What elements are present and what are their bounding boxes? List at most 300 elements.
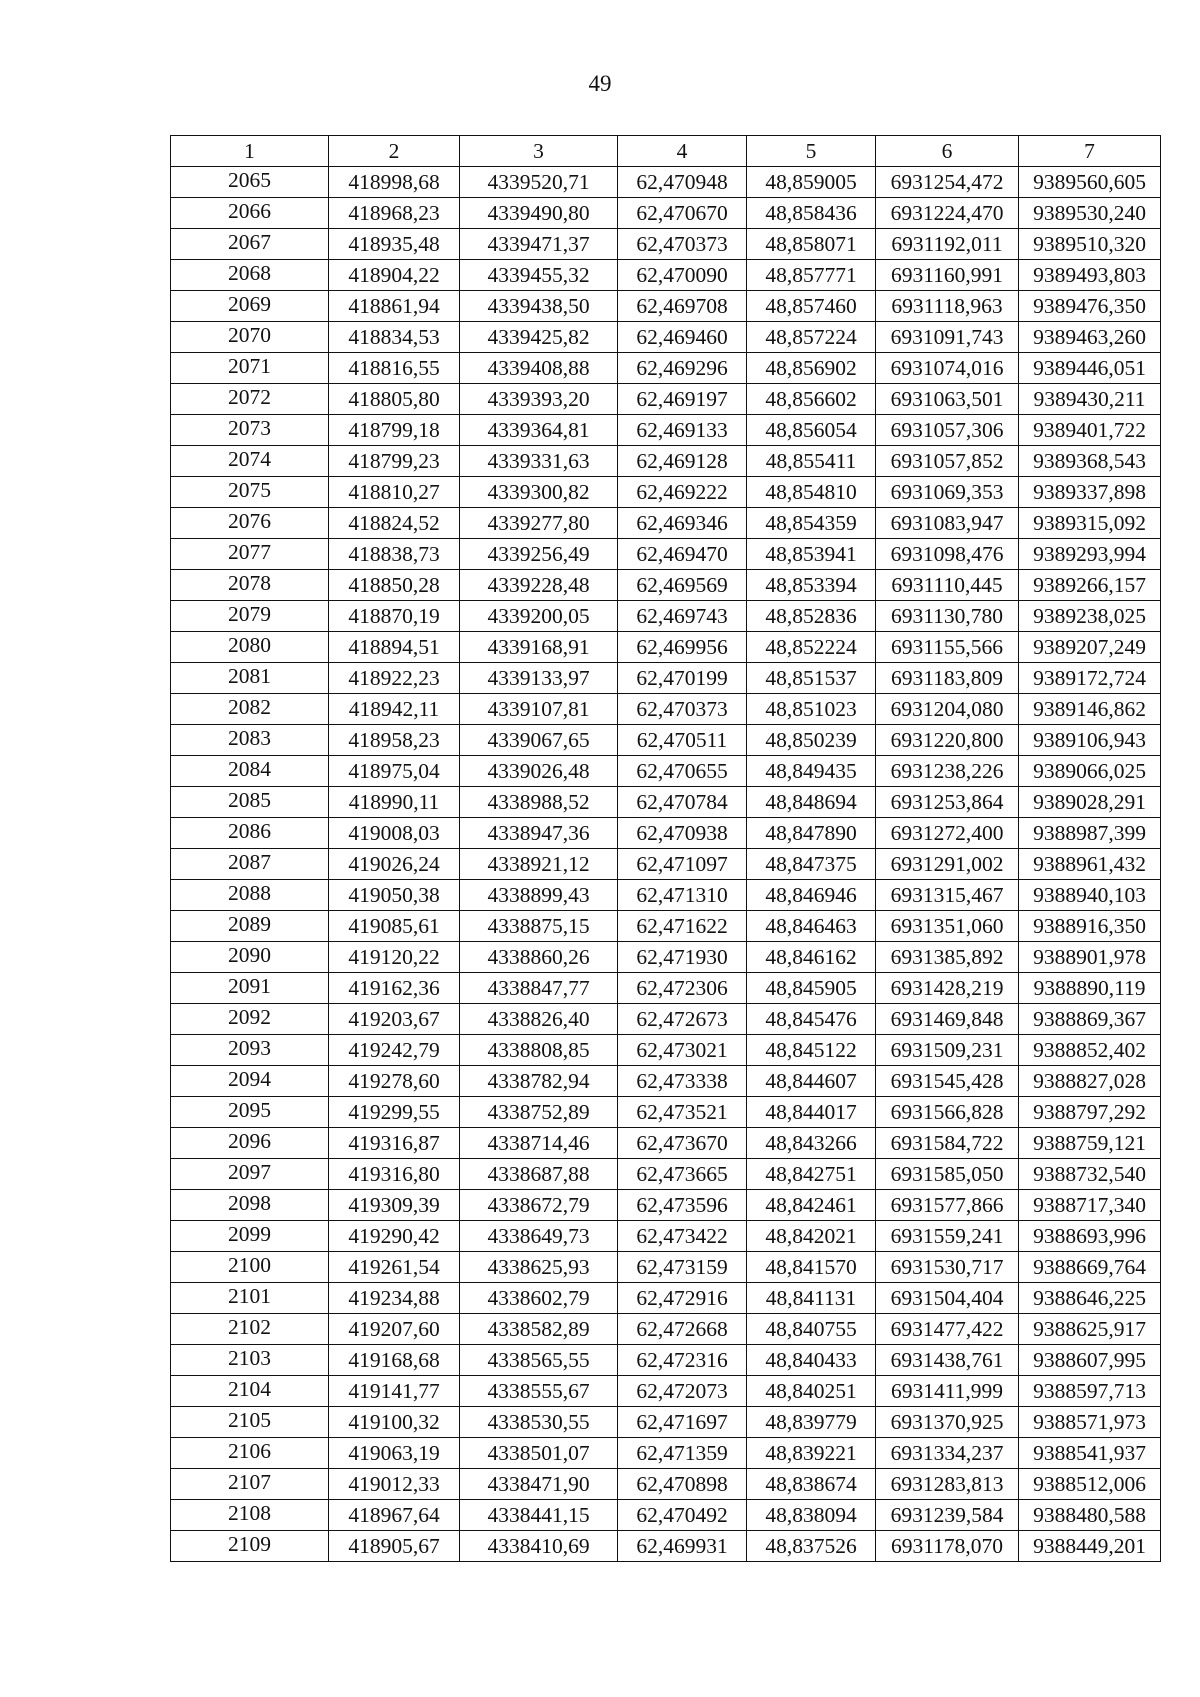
table-cell-col-7: 9388512,006	[1019, 1469, 1161, 1500]
table-cell-col-5: 48,837526	[747, 1531, 876, 1562]
table-cell-col-1: 2071	[171, 353, 329, 384]
table-row	[171, 167, 1161, 198]
table-cell-col-4: 62,469460	[618, 322, 747, 353]
table-cell-col-7: 9389028,291	[1019, 787, 1161, 818]
table-row	[171, 632, 1161, 663]
table-cell-col-6: 6931204,080	[876, 694, 1019, 725]
table-cell-col-4: 62,470948	[618, 167, 747, 198]
table-cell-col-1: 2078	[171, 570, 329, 601]
table-row	[171, 694, 1161, 725]
table-cell-col-5: 48,857771	[747, 260, 876, 291]
table-cell-col-7: 9389266,157	[1019, 570, 1161, 601]
table-cell-col-1: 2096	[171, 1128, 329, 1159]
table-cell-col-6: 6931584,722	[876, 1128, 1019, 1159]
table-cell-col-6: 6931566,828	[876, 1097, 1019, 1128]
table-cell-col-5: 48,855411	[747, 446, 876, 477]
table-cell-col-4: 62,471359	[618, 1438, 747, 1469]
table-cell-col-1: 2103	[171, 1345, 329, 1376]
table-cell-col-3: 4339168,91	[460, 632, 618, 663]
table-cell-col-7: 9388961,432	[1019, 849, 1161, 880]
table-cell-col-7: 9388669,764	[1019, 1252, 1161, 1283]
table-cell-col-3: 4338501,07	[460, 1438, 618, 1469]
table-cell-col-6: 6931220,800	[876, 725, 1019, 756]
table-cell-col-6: 6931183,809	[876, 663, 1019, 694]
table-row	[171, 446, 1161, 477]
table-cell-col-3: 4339408,88	[460, 353, 618, 384]
table-cell-col-6: 6931428,219	[876, 973, 1019, 1004]
table-cell-col-4: 62,472306	[618, 973, 747, 1004]
table-cell-col-3: 4338565,55	[460, 1345, 618, 1376]
table-cell-col-1: 2095	[171, 1097, 329, 1128]
table-cell-col-5: 48,844607	[747, 1066, 876, 1097]
table-cell-col-1: 2102	[171, 1314, 329, 1345]
table-cell-col-2: 418870,19	[329, 601, 460, 632]
table-cell-col-1: 2084	[171, 756, 329, 787]
table-cell-col-4: 62,473670	[618, 1128, 747, 1159]
table-cell-col-1: 2086	[171, 818, 329, 849]
table-cell-col-3: 4339393,20	[460, 384, 618, 415]
table-cell-col-5: 48,853941	[747, 539, 876, 570]
table-cell-col-5: 48,854810	[747, 477, 876, 508]
table-cell-col-7: 9388732,540	[1019, 1159, 1161, 1190]
table-cell-col-3: 4338672,79	[460, 1190, 618, 1221]
table-row	[171, 322, 1161, 353]
table-cell-col-5: 48,852224	[747, 632, 876, 663]
table-cell-col-1: 2066	[171, 198, 329, 229]
table-cell-col-5: 48,854359	[747, 508, 876, 539]
table-cell-col-1: 2108	[171, 1500, 329, 1531]
table-cell-col-4: 62,473521	[618, 1097, 747, 1128]
table-cell-col-2: 419008,03	[329, 818, 460, 849]
table-cell-col-6: 6931110,445	[876, 570, 1019, 601]
table-cell-col-2: 418810,27	[329, 477, 460, 508]
table-cell-col-4: 62,470090	[618, 260, 747, 291]
table-cell-col-6: 6931238,226	[876, 756, 1019, 787]
table-row	[171, 291, 1161, 322]
table-row	[171, 570, 1161, 601]
table-cell-col-6: 6931559,241	[876, 1221, 1019, 1252]
table-cell-col-6: 6931504,404	[876, 1283, 1019, 1314]
table-cell-col-4: 62,472916	[618, 1283, 747, 1314]
table-cell-col-2: 418967,64	[329, 1500, 460, 1531]
table-cell-col-3: 4338582,89	[460, 1314, 618, 1345]
table-cell-col-3: 4338847,77	[460, 973, 618, 1004]
table-cell-col-5: 48,844017	[747, 1097, 876, 1128]
table-cell-col-5: 48,859005	[747, 167, 876, 198]
table-cell-col-6: 6931224,470	[876, 198, 1019, 229]
table-cell-col-4: 62,473665	[618, 1159, 747, 1190]
table-cell-col-3: 4339471,37	[460, 229, 618, 260]
table-row	[171, 1252, 1161, 1283]
table-cell-col-6: 6931254,472	[876, 167, 1019, 198]
table-cell-col-6: 6931385,892	[876, 942, 1019, 973]
table-cell-col-4: 62,471622	[618, 911, 747, 942]
table-cell-col-7: 9388759,121	[1019, 1128, 1161, 1159]
table-cell-col-6: 6931334,237	[876, 1438, 1019, 1469]
table-cell-col-5: 48,839779	[747, 1407, 876, 1438]
table-cell-col-2: 418905,67	[329, 1531, 460, 1562]
table-row	[171, 1469, 1161, 1500]
table-cell-col-1: 2075	[171, 477, 329, 508]
table-cell-col-4: 62,469956	[618, 632, 747, 663]
table-cell-col-5: 48,853394	[747, 570, 876, 601]
table-cell-col-3: 4339277,80	[460, 508, 618, 539]
table-cell-col-6: 6931074,016	[876, 353, 1019, 384]
table-cell-col-3: 4338649,73	[460, 1221, 618, 1252]
table-row	[171, 1221, 1161, 1252]
table-cell-col-5: 48,856054	[747, 415, 876, 446]
table-cell-col-1: 2091	[171, 973, 329, 1004]
table-cell-col-1: 2087	[171, 849, 329, 880]
table-cell-col-2: 418922,23	[329, 663, 460, 694]
table-row	[171, 1314, 1161, 1345]
table-row	[171, 787, 1161, 818]
table-cell-col-7: 9389368,543	[1019, 446, 1161, 477]
table-cell-col-7: 9389401,722	[1019, 415, 1161, 446]
table-cell-col-7: 9388597,713	[1019, 1376, 1161, 1407]
table-cell-col-3: 4338782,94	[460, 1066, 618, 1097]
table-cell-col-5: 48,838094	[747, 1500, 876, 1531]
table-cell-col-5: 48,842461	[747, 1190, 876, 1221]
table-row	[171, 198, 1161, 229]
table-row	[171, 229, 1161, 260]
table-cell-col-5: 48,842021	[747, 1221, 876, 1252]
table-cell-col-5: 48,858071	[747, 229, 876, 260]
table-cell-col-6: 6931283,813	[876, 1469, 1019, 1500]
table-cell-col-1: 2073	[171, 415, 329, 446]
table-cell-col-5: 48,848694	[747, 787, 876, 818]
table-cell-col-2: 419309,39	[329, 1190, 460, 1221]
table-cell-col-2: 419012,33	[329, 1469, 460, 1500]
table-cell-col-2: 419050,38	[329, 880, 460, 911]
table-cell-col-3: 4339364,81	[460, 415, 618, 446]
table-cell-col-7: 9389315,092	[1019, 508, 1161, 539]
table-cell-col-3: 4338687,88	[460, 1159, 618, 1190]
table-row	[171, 601, 1161, 632]
table-cell-col-1: 2082	[171, 694, 329, 725]
table-cell-col-3: 4339133,97	[460, 663, 618, 694]
table-cell-col-7: 9388852,402	[1019, 1035, 1161, 1066]
table-cell-col-7: 9388987,399	[1019, 818, 1161, 849]
table-cell-col-2: 418958,23	[329, 725, 460, 756]
table-cell-col-7: 9388693,996	[1019, 1221, 1161, 1252]
table-cell-col-6: 6931098,476	[876, 539, 1019, 570]
table-cell-col-5: 48,849435	[747, 756, 876, 787]
column-header-5: 5	[747, 136, 876, 167]
table-cell-col-3: 4339026,48	[460, 756, 618, 787]
table-cell-col-3: 4339228,48	[460, 570, 618, 601]
table-cell-col-6: 6931091,743	[876, 322, 1019, 353]
table-cell-col-6: 6931351,060	[876, 911, 1019, 942]
table-cell-col-3: 4339300,82	[460, 477, 618, 508]
table-row	[171, 260, 1161, 291]
table-cell-col-6: 6931057,852	[876, 446, 1019, 477]
table-cell-col-4: 62,469222	[618, 477, 747, 508]
table-cell-col-6: 6931083,947	[876, 508, 1019, 539]
table-cell-col-4: 62,472673	[618, 1004, 747, 1035]
table-cell-col-4: 62,473159	[618, 1252, 747, 1283]
table-cell-col-6: 6931411,999	[876, 1376, 1019, 1407]
table-cell-col-7: 9388827,028	[1019, 1066, 1161, 1097]
table-cell-col-1: 2100	[171, 1252, 329, 1283]
table-cell-col-2: 419207,60	[329, 1314, 460, 1345]
table-cell-col-2: 418838,73	[329, 539, 460, 570]
table-row	[171, 477, 1161, 508]
table-cell-col-2: 418824,52	[329, 508, 460, 539]
table-cell-col-7: 9389207,249	[1019, 632, 1161, 663]
table-cell-col-2: 418834,53	[329, 322, 460, 353]
table-cell-col-5: 48,851023	[747, 694, 876, 725]
table-cell-col-7: 9388541,937	[1019, 1438, 1161, 1469]
table-cell-col-7: 9389337,898	[1019, 477, 1161, 508]
table-cell-col-5: 48,856902	[747, 353, 876, 384]
table-cell-col-6: 6931477,422	[876, 1314, 1019, 1345]
table-cell-col-5: 48,841131	[747, 1283, 876, 1314]
table-cell-col-1: 2079	[171, 601, 329, 632]
table-cell-col-2: 419316,87	[329, 1128, 460, 1159]
table-cell-col-1: 2085	[171, 787, 329, 818]
table-row	[171, 539, 1161, 570]
table-cell-col-7: 9389293,994	[1019, 539, 1161, 570]
table-cell-col-4: 62,469128	[618, 446, 747, 477]
table-cell-col-3: 4339425,82	[460, 322, 618, 353]
table-row	[171, 725, 1161, 756]
table-cell-col-2: 418998,68	[329, 167, 460, 198]
table-cell-col-3: 4338875,15	[460, 911, 618, 942]
table-cell-col-2: 419120,22	[329, 942, 460, 973]
table-cell-col-7: 9388940,103	[1019, 880, 1161, 911]
table-cell-col-3: 4338899,43	[460, 880, 618, 911]
table-row	[171, 973, 1161, 1004]
table-cell-col-4: 62,471930	[618, 942, 747, 973]
table-cell-col-1: 2067	[171, 229, 329, 260]
table-cell-col-1: 2080	[171, 632, 329, 663]
table-cell-col-6: 6931291,002	[876, 849, 1019, 880]
table-cell-col-6: 6931509,231	[876, 1035, 1019, 1066]
column-header-6: 6	[876, 136, 1019, 167]
table-cell-col-2: 419162,36	[329, 973, 460, 1004]
table-cell-col-6: 6931192,011	[876, 229, 1019, 260]
table-cell-col-3: 4338441,15	[460, 1500, 618, 1531]
table-cell-col-7: 9388449,201	[1019, 1531, 1161, 1562]
table-cell-col-3: 4339520,71	[460, 167, 618, 198]
table-cell-col-3: 4338625,93	[460, 1252, 618, 1283]
table-cell-col-3: 4338921,12	[460, 849, 618, 880]
table-cell-col-1: 2097	[171, 1159, 329, 1190]
table-row	[171, 663, 1161, 694]
table-cell-col-2: 419278,60	[329, 1066, 460, 1097]
table-cell-col-5: 48,847375	[747, 849, 876, 880]
table-cell-col-7: 9388890,119	[1019, 973, 1161, 1004]
table-cell-col-5: 48,842751	[747, 1159, 876, 1190]
table-row	[171, 1097, 1161, 1128]
table-cell-col-4: 62,473422	[618, 1221, 747, 1252]
table-row	[171, 1376, 1161, 1407]
table-cell-col-5: 48,857460	[747, 291, 876, 322]
table-row	[171, 1066, 1161, 1097]
column-header-3: 3	[460, 136, 618, 167]
table-cell-col-6: 6931239,584	[876, 1500, 1019, 1531]
table-cell-col-1: 2065	[171, 167, 329, 198]
table-cell-col-7: 9389476,350	[1019, 291, 1161, 322]
table-row	[171, 1345, 1161, 1376]
table-body	[171, 167, 1161, 1562]
table-row	[171, 1035, 1161, 1066]
table-cell-col-3: 4339490,80	[460, 198, 618, 229]
table-cell-col-3: 4339107,81	[460, 694, 618, 725]
table-cell-col-5: 48,845905	[747, 973, 876, 1004]
table-cell-col-3: 4338808,85	[460, 1035, 618, 1066]
table-cell-col-2: 419316,80	[329, 1159, 460, 1190]
table-cell-col-1: 2090	[171, 942, 329, 973]
table-cell-col-5: 48,840433	[747, 1345, 876, 1376]
table-cell-col-2: 419063,19	[329, 1438, 460, 1469]
table-cell-col-4: 62,472316	[618, 1345, 747, 1376]
table-cell-col-4: 62,471097	[618, 849, 747, 880]
table-cell-col-6: 6931118,963	[876, 291, 1019, 322]
table-cell-col-2: 419141,77	[329, 1376, 460, 1407]
coordinates-table	[170, 135, 1161, 1562]
table-cell-col-1: 2089	[171, 911, 329, 942]
table-cell-col-2: 418975,04	[329, 756, 460, 787]
table-header-row	[171, 136, 1161, 167]
table-cell-col-4: 62,472668	[618, 1314, 747, 1345]
table-cell-col-6: 6931545,428	[876, 1066, 1019, 1097]
table-cell-col-5: 48,852836	[747, 601, 876, 632]
table-cell-col-6: 6931063,501	[876, 384, 1019, 415]
table-cell-col-4: 62,470199	[618, 663, 747, 694]
table-cell-col-1: 2101	[171, 1283, 329, 1314]
table-cell-col-7: 9389172,724	[1019, 663, 1161, 694]
table-cell-col-5: 48,839221	[747, 1438, 876, 1469]
table-cell-col-4: 62,469708	[618, 291, 747, 322]
table-cell-col-4: 62,469569	[618, 570, 747, 601]
table-cell-col-5: 48,846463	[747, 911, 876, 942]
table-cell-col-1: 2105	[171, 1407, 329, 1438]
table-cell-col-2: 419203,67	[329, 1004, 460, 1035]
table-row	[171, 1531, 1161, 1562]
table-cell-col-4: 62,470373	[618, 694, 747, 725]
table-cell-col-1: 2098	[171, 1190, 329, 1221]
table-cell-col-2: 418935,48	[329, 229, 460, 260]
table-cell-col-6: 6931530,717	[876, 1252, 1019, 1283]
table-cell-col-5: 48,856602	[747, 384, 876, 415]
table-row	[171, 1500, 1161, 1531]
table-cell-col-2: 418861,94	[329, 291, 460, 322]
table-cell-col-1: 2109	[171, 1531, 329, 1562]
table-cell-col-4: 62,470373	[618, 229, 747, 260]
table-row	[171, 1190, 1161, 1221]
table-cell-col-3: 4338602,79	[460, 1283, 618, 1314]
table-row	[171, 942, 1161, 973]
table-cell-col-7: 9388869,367	[1019, 1004, 1161, 1035]
table-cell-col-1: 2083	[171, 725, 329, 756]
table-cell-col-3: 4339256,49	[460, 539, 618, 570]
table-cell-col-2: 419168,68	[329, 1345, 460, 1376]
table-cell-col-3: 4338860,26	[460, 942, 618, 973]
table-cell-col-1: 2070	[171, 322, 329, 353]
table-cell-col-4: 62,469346	[618, 508, 747, 539]
table-cell-col-3: 4339200,05	[460, 601, 618, 632]
table-cell-col-7: 9389446,051	[1019, 353, 1161, 384]
column-header-2: 2	[329, 136, 460, 167]
table-row	[171, 1407, 1161, 1438]
table-cell-col-3: 4339455,32	[460, 260, 618, 291]
table-cell-col-4: 62,470670	[618, 198, 747, 229]
table-row	[171, 849, 1161, 880]
table-cell-col-6: 6931069,353	[876, 477, 1019, 508]
table-cell-col-5: 48,847890	[747, 818, 876, 849]
table-cell-col-2: 419026,24	[329, 849, 460, 880]
table-cell-col-7: 9389238,025	[1019, 601, 1161, 632]
table-row	[171, 1438, 1161, 1469]
table-cell-col-3: 4338752,89	[460, 1097, 618, 1128]
table-cell-col-4: 62,469133	[618, 415, 747, 446]
table-cell-col-4: 62,470655	[618, 756, 747, 787]
table-cell-col-5: 48,838674	[747, 1469, 876, 1500]
table-cell-col-2: 419234,88	[329, 1283, 460, 1314]
table-cell-col-4: 62,471697	[618, 1407, 747, 1438]
table-cell-col-7: 9388646,225	[1019, 1283, 1161, 1314]
table-cell-col-7: 9389560,605	[1019, 167, 1161, 198]
table-cell-col-7: 9389430,211	[1019, 384, 1161, 415]
table-cell-col-6: 6931272,400	[876, 818, 1019, 849]
table-cell-col-3: 4339067,65	[460, 725, 618, 756]
table-cell-col-3: 4338826,40	[460, 1004, 618, 1035]
table-cell-col-1: 2074	[171, 446, 329, 477]
table-cell-col-5: 48,845122	[747, 1035, 876, 1066]
table-cell-col-2: 419261,54	[329, 1252, 460, 1283]
table-cell-col-6: 6931469,848	[876, 1004, 1019, 1035]
table-cell-col-2: 418805,80	[329, 384, 460, 415]
table-cell-col-7: 9389106,943	[1019, 725, 1161, 756]
table-row	[171, 911, 1161, 942]
table-cell-col-5: 48,846946	[747, 880, 876, 911]
table-cell-col-7: 9389463,260	[1019, 322, 1161, 353]
table-cell-col-2: 418816,55	[329, 353, 460, 384]
table-cell-col-2: 419242,79	[329, 1035, 460, 1066]
table-cell-col-2: 418942,11	[329, 694, 460, 725]
table-cell-col-6: 6931178,070	[876, 1531, 1019, 1562]
column-header-1: 1	[171, 136, 329, 167]
table-cell-col-5: 48,846162	[747, 942, 876, 973]
column-header-4: 4	[618, 136, 747, 167]
table-row	[171, 384, 1161, 415]
table-cell-col-6: 6931155,566	[876, 632, 1019, 663]
table-cell-col-3: 4338410,69	[460, 1531, 618, 1562]
table-cell-col-4: 62,470492	[618, 1500, 747, 1531]
page-number: 49	[588, 71, 612, 96]
table-cell-col-3: 4338471,90	[460, 1469, 618, 1500]
table-cell-col-6: 6931160,991	[876, 260, 1019, 291]
table-cell-col-5: 48,857224	[747, 322, 876, 353]
table-cell-col-1: 2069	[171, 291, 329, 322]
table-row	[171, 880, 1161, 911]
column-header-7: 7	[1019, 136, 1161, 167]
table-cell-col-2: 418799,23	[329, 446, 460, 477]
table-cell-col-3: 4338530,55	[460, 1407, 618, 1438]
table-cell-col-2: 418968,23	[329, 198, 460, 229]
table-cell-col-2: 418894,51	[329, 632, 460, 663]
table-cell-col-1: 2077	[171, 539, 329, 570]
table-cell-col-6: 6931253,864	[876, 787, 1019, 818]
table-cell-col-5: 48,841570	[747, 1252, 876, 1283]
table-cell-col-7: 9388480,588	[1019, 1500, 1161, 1531]
table-cell-col-5: 48,840251	[747, 1376, 876, 1407]
table-cell-col-1: 2107	[171, 1469, 329, 1500]
table-cell-col-7: 9388571,973	[1019, 1407, 1161, 1438]
table-cell-col-5: 48,845476	[747, 1004, 876, 1035]
